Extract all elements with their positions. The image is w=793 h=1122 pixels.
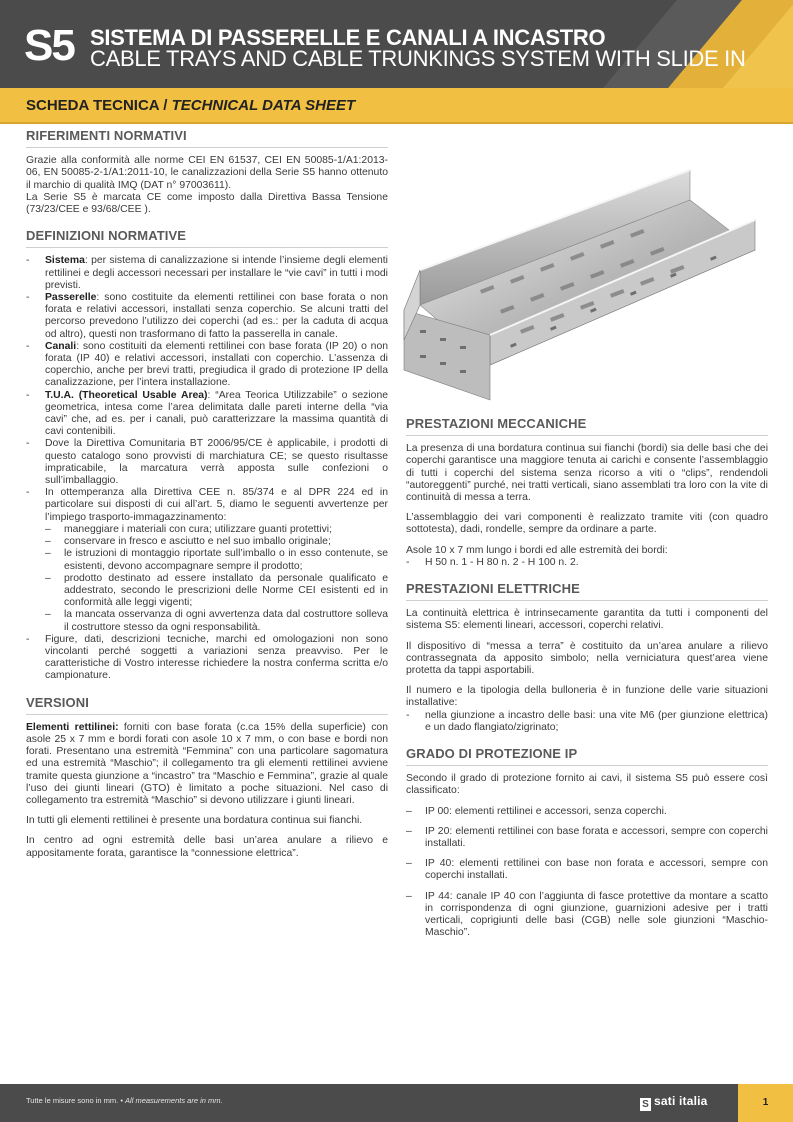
note-it: Tutte le misure sono in mm. • [26,1096,126,1105]
versioni-bordatura: In tutti gli elementi rettilinei è presente una bordatura continua sui fianchi. [26,815,363,827]
riferimenti-text: Grazie alla conformità alle norme CEI EN 61537, CEI EN 50085-1/A1:2013-06, EN 50085-2-1/A1:2011-10, le canalizzazioni della Serie S5 hanno ottenuto il marchio di qualità IMQ (DAT n° 97003611). [26,155,388,191]
term-passerelle: Passerelle [45,292,97,304]
term-tua: T.U.A. (Theoretical Usable Area) [45,389,208,401]
ip-list [406,806,768,940]
meccaniche-text: La presenza di una bordatura continua sui fianchi (bordi) sia delle basi che dei coperchi garantisce una maggiore tenuta ai carichi e consente l’assemblaggio di tutti i coperchi del sistema senza ricorso a viti o “clips”, rendendoli “autoreggenti” purché, nei tratti verticali, siano assemblati tra loro con la vite di continuità di messa a terra. [406,443,768,504]
page-number: 1 [738,1084,793,1122]
list-item: – IP 40: elementi rettilinei con base non forata e accessori, sempre con coperchi installati. [406,858,768,882]
brand-name: sati italia [654,1094,708,1108]
list-item [26,292,388,341]
band-label-it: SCHEDA TECNICA / [26,97,168,114]
list-item [26,487,388,633]
right-column [406,418,768,940]
left-column [26,130,388,860]
list-item: – le istruzioni di montaggio riportate sull’imballo o in esso contenute, se esistenti, devono accompagnare sempre il prodotto; [45,548,388,572]
band-label-en: TECHNICAL DATA SHEET [171,97,356,114]
list-item: – maneggiare i materiali con cura; utilizzare guanti protettivi; [45,524,388,536]
bulloneria-list [406,710,768,734]
versioni-text [26,722,388,807]
term-sistema: Sistema [45,255,85,267]
riferimenti-heading: RIFERIMENTI NORMATIVI [26,130,388,148]
riferimenti-ce: La Serie S5 è marcata CE come imposto dalla Direttiva Bassa Tensione (73/23/CEE e 93/68/CEE ). [26,191,388,216]
list-item: - Dove la Direttiva Comunitaria BT 2006/95/CE è applicabile, i prodotti di questo catalogo sono provvisti di marchiatura CE; se questo risultasse impraticabile, la marcatura verrà apposta sulle confezioni o sull’imballaggio. [26,438,388,487]
meccaniche-assemblaggio: L’assemblaggio dei vari componenti è realizzato tramite viti (con quadro sottotesta), dadi, rondelle, sempre da ordinare a parte. [406,512,768,536]
page-header [0,0,793,88]
page-footer [0,1084,793,1122]
list-item [26,390,388,439]
band-label [26,97,355,114]
elettriche-text: La continuità elettrica è intrinsecamente garantita da tutti i componenti del sistema S5: elementi lineari, accessori, coperchi relativi. [406,608,768,632]
definizioni-list [26,255,388,682]
list-item: - Figure, dati, descrizioni tecniche, marchi ed omologazioni non sono vincolanti perché soggetti a variazioni senza preavviso. Per le caratteristiche di Vostro interesse richiedere la nostra conferma scritta e/o campionature. [26,634,388,683]
list-item [26,341,388,390]
term-canali: Canali [45,340,77,352]
list-item: – la mancata osservanza di ogni avvertenza data dal costruttore solleva il costruttore stesso da ogni responsabilità. [45,609,388,633]
sati-logo-icon: S [640,1098,651,1111]
list-item: – IP 00: elementi rettilinei e accessori, senza coperchi. [406,806,768,818]
meccaniche-heading: PRESTAZIONI MECCANICHE [406,418,768,436]
note-en: All measurements are in mm. [125,1096,223,1105]
header-title-en: CABLE TRAYS AND CABLE TRUNKINGS SYSTEM WITH SLIDE IN [90,46,746,71]
versioni-desc: forniti con base forata (c.ca 15% della superficie) con asole 25 x 7 mm e bordi forati con asole 10 x 7 mm, o con base e bordi non forati. Presentano una estremità “Femmina” con una particolare sagomatura ed una estremità “Maschio”; il collegamento tra gli elementi rettilinei avviene tramite questa giunzione a “incastro” tra “Maschio e Femmina”, grazie al quale l’uso dei giunti lineari (GTO) è limitato a poche situazioni. Nel caso di collegamento tra estremità “Maschio” si devono utilizzare i giunti lineari. [26,721,388,806]
grado-text: Secondo il grado di protezione fornito ai cavi, il sistema S5 può essere così classificato: [406,773,768,797]
def-canali: : sono costituiti da elementi rettilinei con base forata (IP 20) o non forata (IP 40) e relativi accessori, installati con coperchio. L’assenza di coperchio, anche per brevi tratti, pregiudica il grado di protezione IP della canalizzazione, per l’intera installazione. [45,340,388,389]
list-item: - H 50 n. 1 - H 80 n. 2 - H 100 n. 2. [406,557,768,569]
versioni-heading: VERSIONI [26,697,388,715]
elettriche-terra: Il dispositivo di “messa a terra” è costituito da un’area anulare a rilievo contrassegnata da apposito simbolo; nella verniciatura quest’area viene protetta da tappi asportabili. [406,640,768,677]
measurement-note [26,1096,223,1105]
term-elementi: Elementi rettilinei: [26,721,119,733]
asole-list [406,557,768,569]
def-sistema: : per sistema di canalizzazione si intende l’insieme degli elementi rettilinei e degli accessori necessari per installare le “vie cavi” in tutti i modi previsti. [45,255,388,291]
cable-tray-illustration [400,140,772,410]
elettriche-bulloneria: Il numero e la tipologia della bulloneria è in funzione delle varie situazioni installative: [406,685,768,709]
versioni-connessione: In centro ad ogni estremità delle basi un’area anulare a rilievo e appositamente forata, garantisce la “connessione elettrica”. [26,835,388,859]
def-tua: : “Area Teorica Utilizzabile” o sezione geometrica, intesa come l’area delimitata dalle pareti interne della “via cavi” che, ad es. per i canali, può caratterizzare la massima quantità di cavi contenibili. [45,389,389,438]
list-item: – conservare in fresco e asciutto e nel suo imballo originale; [45,536,388,548]
section-band [0,88,793,124]
list-item [26,255,388,292]
cable-tray-image [400,140,772,410]
sati-logo [640,1094,708,1111]
ottemperanza-text: In ottemperanza alla Direttiva CEE n. 85/374 e al DPR 224 ed in particolare sui disposti di cui all’art. 5, diamo le seguenti avvertenze per l’impiego trasporto-immagazzinamento: [45,487,388,523]
list-item: – prodotto destinato ad essere installato da personale qualificato e addestrato, secondo le prescrizioni delle Norme CEI esistenti ed in conformità alle leggi vigenti; [45,573,388,610]
elettriche-heading: PRESTAZIONI ELETTRICHE [406,583,768,601]
s5-logo: S5 [24,21,74,70]
list-item: - nella giunzione a incastro delle basi: una vite M6 (per giunzione elettrica) e un dado flangiato/zigrinato; [406,710,768,734]
definizioni-heading: DEFINIZIONI NORMATIVE [26,230,388,248]
header-title-it: SISTEMA DI PASSERELLE E CANALI A INCASTRO [90,25,606,50]
def-passerelle: : sono costituite da elementi rettilinei con base forata o non forata e relativi accessori, installati senza coperchio. Se alcuni tratti del percorso prevedono l’utilizzo dei coperchi (ad es.: per la caduta di acqua od altro), questi non trasformano di fatto la passerella in canale. [45,292,388,340]
list-item: – IP 20: elementi rettilinei con base forata e accessori, sempre con coperchi installati. [406,826,768,850]
list-item: – IP 44: canale IP 40 con l’aggiunta di fasce protettive da montare a scatto in corrispondenza di ogni giunzione, guarnizioni adesive per i tratti verticali, coprigiunti delle basi (CGB) nelle sole giunzioni “Maschio-Maschio”. [406,891,768,940]
warnings-list [45,524,388,634]
meccaniche-asole: Asole 10 x 7 mm lungo i bordi ed alle estremità dei bordi: [406,544,668,556]
grado-heading: GRADO DI PROTEZIONE IP [406,748,768,766]
